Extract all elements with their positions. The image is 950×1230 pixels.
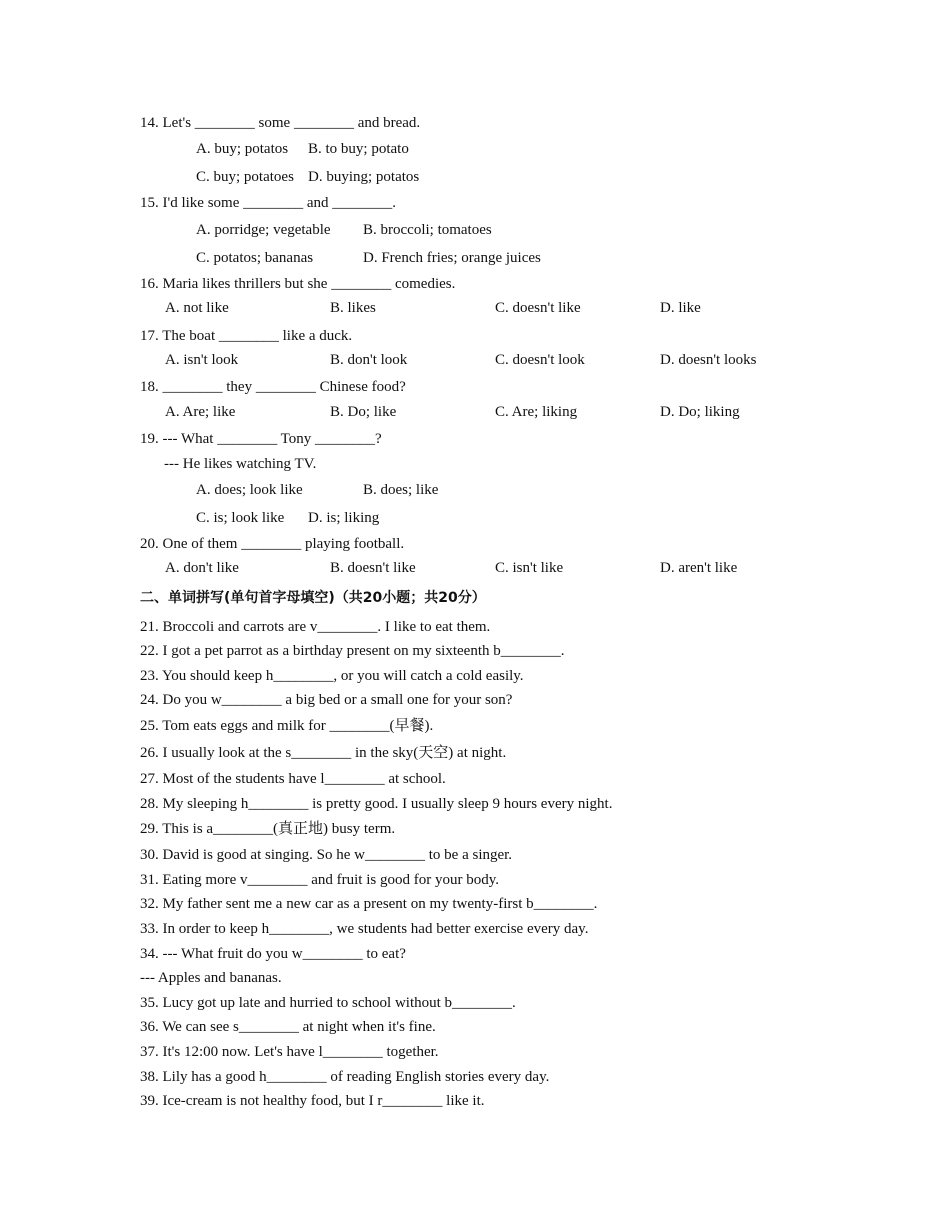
- fill-question: 38. Lily has a good h________ of reading English stories every day.: [140, 1068, 550, 1085]
- fill-question: 22. I got a pet parrot as a birthday present on my sixteenth b________.: [140, 643, 565, 660]
- option-a: A. Are; like: [165, 403, 236, 420]
- question-19-reply: --- He likes watching TV.: [164, 455, 317, 472]
- fill-question: 34. --- What fruit do you w________ to eat?: [140, 945, 406, 962]
- option-b: B. don't look: [330, 351, 408, 368]
- question-14: 14. Let's ________ some ________ and bread.: [140, 115, 421, 131]
- fill-question: 21. Broccoli and carrots are v________. I like to eat them.: [140, 618, 491, 635]
- options-row: [140, 400, 840, 424]
- options-row: [140, 348, 840, 372]
- option-a: A. does; look like: [196, 481, 303, 498]
- option-c: C. Are; liking: [495, 403, 578, 420]
- options-row: [140, 135, 840, 163]
- option-d: D. Do; liking: [660, 403, 740, 420]
- options-row: [140, 504, 840, 532]
- fill-question: 31. Eating more v________ and fruit is good for your body.: [140, 871, 499, 888]
- fill-question: 24. Do you w________ a big bed or a small one for your son?: [140, 692, 513, 709]
- worksheet: [140, 111, 840, 1114]
- option-c: C. is; look like: [196, 509, 285, 526]
- question-18: 18. ________ they ________ Chinese food?: [140, 379, 406, 396]
- options-row: [140, 476, 840, 504]
- options-row: [140, 244, 840, 272]
- option-c: C. isn't like: [495, 560, 564, 577]
- fill-question: 32. My father sent me a new car as a present on my twenty-first b________.: [140, 896, 598, 913]
- section-heading: 二、单词拼写(单句首字母填空)（共20小题；共20分）: [140, 589, 486, 606]
- question-19: 19. --- What ________ Tony ________?: [140, 431, 382, 448]
- option-c: C. doesn't look: [495, 351, 585, 368]
- fill-in-list: [140, 615, 840, 1114]
- question-17: 17. The boat ________ like a duck.: [140, 327, 353, 344]
- option-d: D. doesn't looks: [660, 351, 757, 368]
- option-d: D. like: [660, 300, 701, 317]
- option-b: B. broccoli; tomatoes: [363, 221, 492, 238]
- fill-question-reply: --- Apples and bananas.: [140, 970, 282, 987]
- option-b: B. to buy; potato: [308, 141, 409, 158]
- option-a: A. don't like: [165, 560, 239, 577]
- fill-question: 33. In order to keep h________, we students had better exercise every day.: [140, 921, 589, 938]
- option-a: A. buy; potatos: [196, 141, 289, 158]
- option-b: B. doesn't like: [330, 560, 416, 577]
- fill-question: 39. Ice-cream is not healthy food, but I r________ like it.: [140, 1093, 485, 1110]
- option-d: D. French fries; orange juices: [363, 249, 541, 266]
- option-b: B. does; like: [363, 481, 439, 498]
- fill-question: 36. We can see s________ at night when it's fine.: [140, 1019, 436, 1036]
- option-c: C. doesn't like: [495, 300, 581, 317]
- option-b: B. likes: [330, 300, 376, 317]
- fill-question: 23. You should keep h________, or you will catch a cold easily.: [140, 667, 524, 684]
- option-a: A. not like: [165, 300, 229, 317]
- option-c: C. potatos; bananas: [196, 249, 314, 266]
- option-d: D. is; liking: [308, 509, 380, 526]
- fill-question: 27. Most of the students have l________ at school.: [140, 771, 446, 788]
- fill-question: 37. It's 12:00 now. Let's have l________ together.: [140, 1044, 439, 1060]
- fill-question: 26. I usually look at the s________ in the sky(天空) at night.: [140, 745, 507, 762]
- option-d: D. buying; potatos: [308, 169, 420, 186]
- question-15: 15. I'd like some ________ and ________.: [140, 195, 397, 212]
- fill-question: 35. Lucy got up late and hurried to school without b________.: [140, 994, 516, 1011]
- fill-question: 28. My sleeping h________ is pretty good. I usually sleep 9 hours every night.: [140, 795, 613, 812]
- option-d: D. aren't like: [660, 560, 738, 577]
- option-c: C. buy; potatoes: [196, 169, 294, 186]
- options-row: [140, 296, 840, 320]
- options-row: [140, 163, 840, 191]
- fill-question: 29. This is a________(真正地) busy term.: [140, 821, 396, 838]
- options-row: [140, 556, 840, 580]
- options-row: [140, 216, 840, 244]
- fill-question: 30. David is good at singing. So he w________ to be a singer.: [140, 847, 513, 864]
- question-20: 20. One of them ________ playing football.: [140, 535, 405, 552]
- option-b: B. Do; like: [330, 403, 397, 420]
- question-16: 16. Maria likes thrillers but she ________ comedies.: [140, 275, 456, 292]
- option-a: A. isn't look: [165, 351, 239, 368]
- option-a: A. porridge; vegetable: [196, 221, 331, 238]
- fill-question: 25. Tom eats eggs and milk for ________(早餐).: [140, 718, 434, 735]
